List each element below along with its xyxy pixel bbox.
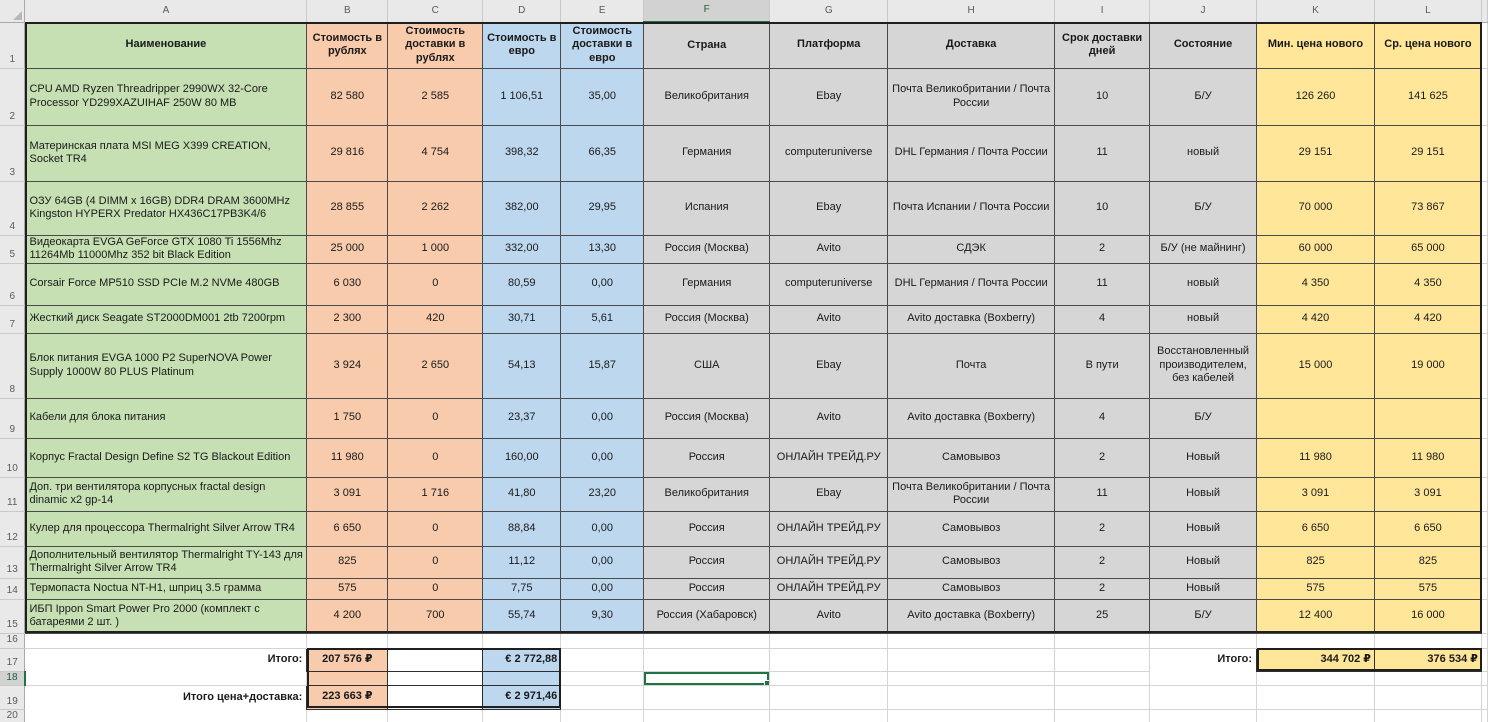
cell-B4[interactable]: 28 855 — [307, 181, 388, 235]
cell-F9[interactable]: Россия (Москва) — [644, 398, 770, 438]
cell-J18[interactable] — [1150, 671, 1257, 685]
cell-K4[interactable]: 70 000 — [1257, 181, 1375, 235]
cell-K10[interactable]: 11 980 — [1257, 438, 1375, 477]
cell-J19[interactable] — [1150, 685, 1257, 709]
row-header-10[interactable]: 10 — [0, 438, 25, 477]
cell-H18[interactable] — [888, 671, 1055, 685]
cell-F14[interactable]: Россия — [644, 578, 770, 599]
column-header-G[interactable]: G — [770, 0, 888, 22]
cell-D6[interactable]: 80,59 — [483, 263, 561, 305]
row-header-5[interactable]: 5 — [0, 235, 25, 263]
cell-F19[interactable] — [644, 685, 770, 709]
column-header-F[interactable]: F — [644, 0, 770, 22]
cell-B6[interactable]: 6 030 — [307, 263, 388, 305]
cell-G17[interactable] — [770, 648, 888, 671]
cell-L19[interactable] — [1374, 685, 1481, 709]
cell-B9[interactable]: 1 750 — [307, 398, 388, 438]
cell-J13[interactable]: Новый — [1150, 546, 1257, 578]
row-header-2[interactable]: 2 — [0, 68, 25, 125]
header-cell-B1[interactable]: Стоимость в рублях — [307, 22, 388, 68]
cell-L8[interactable]: 19 000 — [1374, 333, 1481, 398]
cell-J5[interactable]: Б/У (не майнинг) — [1150, 235, 1257, 263]
cell-H6[interactable]: DHL Германия / Почта России — [888, 263, 1055, 305]
cell-L5[interactable]: 65 000 — [1374, 235, 1481, 263]
cell-I15[interactable]: 25 — [1055, 599, 1150, 633]
cell-F2[interactable]: Великобритания — [644, 68, 770, 125]
cell-extra-18[interactable] — [1481, 671, 1487, 685]
cell-L7[interactable]: 4 420 — [1374, 305, 1481, 333]
cell-C19[interactable] — [388, 685, 483, 709]
cell-J11[interactable]: Новый — [1150, 477, 1257, 511]
cell-G4[interactable]: Ebay — [770, 181, 888, 235]
cell-A2[interactable]: CPU AMD Ryzen Threadripper 2990WX 32-Core Processor YD299XAZUIHAF 250W 80 MB — [25, 68, 307, 125]
cell-A8[interactable]: Блок питания EVGA 1000 P2 SuperNOVA Power Supply 1000W 80 PLUS Platinum — [25, 333, 307, 398]
cell-D3[interactable]: 398,32 — [483, 125, 561, 181]
cell-L10[interactable]: 11 980 — [1374, 438, 1481, 477]
cell-D18[interactable] — [483, 671, 561, 685]
cell-C13[interactable]: 0 — [388, 546, 483, 578]
cell-F11[interactable]: Великобритания — [644, 477, 770, 511]
column-header-B[interactable]: B — [307, 0, 388, 22]
header-cell-I1[interactable]: Срок доставки дней — [1055, 22, 1150, 68]
cell-F7[interactable]: Россия (Москва) — [644, 305, 770, 333]
cell-B15[interactable]: 4 200 — [307, 599, 388, 633]
cell-G3[interactable]: computeruniverse — [770, 125, 888, 181]
cell-B13[interactable]: 825 — [307, 546, 388, 578]
cell-C8[interactable]: 2 650 — [388, 333, 483, 398]
cell-D15[interactable]: 55,74 — [483, 599, 561, 633]
cell-H19[interactable] — [888, 685, 1055, 709]
cell-K7[interactable]: 4 420 — [1257, 305, 1375, 333]
cell-K18[interactable] — [1257, 671, 1375, 685]
cell-A12[interactable]: Кулер для процессора Thermalright Silver Arrow TR4 — [25, 511, 307, 546]
cell-H5[interactable]: СДЭК — [888, 235, 1055, 263]
cell-H10[interactable]: Самовывоз — [888, 438, 1055, 477]
cell-extra-19[interactable] — [1481, 685, 1487, 709]
cell-C20[interactable] — [388, 709, 483, 722]
cell-D10[interactable]: 160,00 — [483, 438, 561, 477]
cell-E17[interactable] — [561, 648, 644, 671]
column-header-H[interactable]: H — [888, 0, 1055, 22]
cell-A11[interactable]: Доп. три вентилятора корпусных fractal design dinamic x2 gp-14 — [25, 477, 307, 511]
cell-E15[interactable]: 9,30 — [561, 599, 644, 633]
cell-A9[interactable]: Кабели для блока питания — [25, 398, 307, 438]
cell-A18[interactable] — [25, 671, 307, 685]
cell-A20[interactable] — [25, 709, 307, 722]
cell-I20[interactable] — [1055, 709, 1150, 722]
cell-K17[interactable]: 344 702 ₽ — [1257, 648, 1375, 671]
cell-K9[interactable] — [1257, 398, 1375, 438]
row-header-12[interactable]: 12 — [0, 511, 25, 546]
cell-A4[interactable]: ОЗУ 64GB (4 DIMM x 16GB) DDR4 DRAM 3600MHz Kingston HYPERX Predator HX436C17PB3K4/6 — [25, 181, 307, 235]
cell-F10[interactable]: Россия — [644, 438, 770, 477]
cell-A10[interactable]: Корпус Fractal Design Define S2 TG Blackout Edition — [25, 438, 307, 477]
cell-A16[interactable] — [25, 633, 307, 648]
cell-E19[interactable] — [561, 685, 644, 709]
cell-E13[interactable]: 0,00 — [561, 546, 644, 578]
row-header-17[interactable]: 17 — [0, 648, 25, 671]
cell-K16[interactable] — [1257, 633, 1375, 648]
cell-C2[interactable]: 2 585 — [388, 68, 483, 125]
header-cell-D1[interactable]: Стоимость в евро — [483, 22, 561, 68]
cell-I6[interactable]: 11 — [1055, 263, 1150, 305]
cell-J6[interactable]: новый — [1150, 263, 1257, 305]
cell-H20[interactable] — [888, 709, 1055, 722]
cell-H7[interactable]: Avito доставка (Boxberry) — [888, 305, 1055, 333]
cell-E16[interactable] — [561, 633, 644, 648]
cell-H16[interactable] — [888, 633, 1055, 648]
cell-extra-15[interactable] — [1481, 599, 1487, 633]
cell-G5[interactable]: Avito — [770, 235, 888, 263]
cell-I17[interactable] — [1055, 648, 1150, 671]
column-header-L[interactable]: L — [1374, 0, 1481, 22]
cell-extra-5[interactable] — [1481, 235, 1487, 263]
cell-B2[interactable]: 82 580 — [307, 68, 388, 125]
cell-K13[interactable]: 825 — [1257, 546, 1375, 578]
cell-extra-13[interactable] — [1481, 546, 1487, 578]
cell-E9[interactable]: 0,00 — [561, 398, 644, 438]
cell-I18[interactable] — [1055, 671, 1150, 685]
cell-E7[interactable]: 5,61 — [561, 305, 644, 333]
cell-F8[interactable]: США — [644, 333, 770, 398]
cell-D16[interactable] — [483, 633, 561, 648]
cell-G6[interactable]: computeruniverse — [770, 263, 888, 305]
cell-D12[interactable]: 88,84 — [483, 511, 561, 546]
cell-I11[interactable]: 11 — [1055, 477, 1150, 511]
cell-E10[interactable]: 0,00 — [561, 438, 644, 477]
cell-K5[interactable]: 60 000 — [1257, 235, 1375, 263]
cell-E20[interactable] — [561, 709, 644, 722]
cell-L6[interactable]: 4 350 — [1374, 263, 1481, 305]
cell-A17[interactable]: Итого: — [25, 648, 307, 671]
cell-F13[interactable]: Россия — [644, 546, 770, 578]
cell-H8[interactable]: Почта — [888, 333, 1055, 398]
cell-extra-14[interactable] — [1481, 578, 1487, 599]
row-header-3[interactable]: 3 — [0, 125, 25, 181]
row-header-20[interactable]: 20 — [0, 709, 25, 722]
cell-C3[interactable]: 4 754 — [388, 125, 483, 181]
cell-D11[interactable]: 41,80 — [483, 477, 561, 511]
cell-K3[interactable]: 29 151 — [1257, 125, 1375, 181]
cell-C18[interactable] — [388, 671, 483, 685]
cell-D13[interactable]: 11,12 — [483, 546, 561, 578]
cell-B10[interactable]: 11 980 — [307, 438, 388, 477]
cell-B7[interactable]: 2 300 — [307, 305, 388, 333]
cell-H4[interactable]: Почта Испании / Почта России — [888, 181, 1055, 235]
cell-K14[interactable]: 575 — [1257, 578, 1375, 599]
cell-I12[interactable]: 2 — [1055, 511, 1150, 546]
cell-A5[interactable]: Видеокарта EVGA GeForce GTX 1080 Ti 1556Mhz 11264Mb 11000Mhz 352 bit Black Edition — [25, 235, 307, 263]
cell-C15[interactable]: 700 — [388, 599, 483, 633]
cell-A14[interactable]: Термопаста Noctua NT-H1, шприц 3.5 грамма — [25, 578, 307, 599]
cell-extra-7[interactable] — [1481, 305, 1487, 333]
row-header-4[interactable]: 4 — [0, 181, 25, 235]
select-all-corner[interactable] — [0, 0, 25, 22]
cell-K15[interactable]: 12 400 — [1257, 599, 1375, 633]
column-header-K[interactable]: K — [1257, 0, 1375, 22]
cell-J3[interactable]: новый — [1150, 125, 1257, 181]
cell-C10[interactable]: 0 — [388, 438, 483, 477]
cell-L4[interactable]: 73 867 — [1374, 181, 1481, 235]
row-header-13[interactable]: 13 — [0, 546, 25, 578]
cell-extra-16[interactable] — [1481, 633, 1487, 648]
cell-extra-1[interactable] — [1481, 22, 1487, 68]
cell-G11[interactable]: Ebay — [770, 477, 888, 511]
header-cell-E1[interactable]: Стоимость доставки в евро — [561, 22, 644, 68]
cell-D5[interactable]: 332,00 — [483, 235, 561, 263]
fill-handle[interactable] — [764, 680, 770, 686]
cell-E2[interactable]: 35,00 — [561, 68, 644, 125]
header-cell-A1[interactable]: Наименование — [25, 22, 307, 68]
cell-I2[interactable]: 10 — [1055, 68, 1150, 125]
cell-J7[interactable]: новый — [1150, 305, 1257, 333]
cell-D8[interactable]: 54,13 — [483, 333, 561, 398]
cell-A15[interactable]: ИБП Ippon Smart Power Pro 2000 (комплект с батареями 2 шт. ) — [25, 599, 307, 633]
cell-A7[interactable]: Жесткий диск Seagate ST2000DM001 2tb 7200rpm — [25, 305, 307, 333]
cell-G2[interactable]: Ebay — [770, 68, 888, 125]
cell-D9[interactable]: 23,37 — [483, 398, 561, 438]
cell-A19[interactable]: Итого цена+доставка: — [25, 685, 307, 709]
cell-C14[interactable]: 0 — [388, 578, 483, 599]
cell-K8[interactable]: 15 000 — [1257, 333, 1375, 398]
cell-J16[interactable] — [1150, 633, 1257, 648]
cell-G10[interactable]: ОНЛАЙН ТРЕЙД.РУ — [770, 438, 888, 477]
cell-L20[interactable] — [1374, 709, 1481, 722]
row-header-18[interactable]: 18 — [0, 671, 25, 685]
cell-F17[interactable] — [644, 648, 770, 671]
cell-F15[interactable]: Россия (Хабаровск) — [644, 599, 770, 633]
row-header-9[interactable]: 9 — [0, 398, 25, 438]
cell-A6[interactable]: Corsair Force MP510 SSD PCIe M.2 NVMe 480GB — [25, 263, 307, 305]
cell-D19[interactable]: € 2 971,46 — [483, 685, 561, 709]
cell-G15[interactable]: Avito — [770, 599, 888, 633]
cell-L15[interactable]: 16 000 — [1374, 599, 1481, 633]
cell-J9[interactable]: Б/У — [1150, 398, 1257, 438]
cell-E18[interactable] — [561, 671, 644, 685]
cell-H17[interactable] — [888, 648, 1055, 671]
cell-C12[interactable]: 0 — [388, 511, 483, 546]
cell-J17[interactable]: Итого: — [1150, 648, 1257, 671]
cell-J8[interactable]: Восстановленный производителем, без кабелей — [1150, 333, 1257, 398]
selected-cell-F18[interactable] — [644, 671, 770, 685]
cell-H14[interactable]: Самовывоз — [888, 578, 1055, 599]
cell-C6[interactable]: 0 — [388, 263, 483, 305]
column-header-J[interactable]: J — [1150, 0, 1257, 22]
row-header-14[interactable]: 14 — [0, 578, 25, 599]
cell-G20[interactable] — [770, 709, 888, 722]
cell-J10[interactable]: Новый — [1150, 438, 1257, 477]
column-header-C[interactable]: C — [388, 0, 483, 22]
cell-B11[interactable]: 3 091 — [307, 477, 388, 511]
header-cell-H1[interactable]: Доставка — [888, 22, 1055, 68]
cell-B17[interactable]: 207 576 ₽ — [307, 648, 388, 671]
cell-B8[interactable]: 3 924 — [307, 333, 388, 398]
cell-E5[interactable]: 13,30 — [561, 235, 644, 263]
cell-H2[interactable]: Почта Великобритании / Почта России — [888, 68, 1055, 125]
cell-C5[interactable]: 1 000 — [388, 235, 483, 263]
cell-G19[interactable] — [770, 685, 888, 709]
select-all-triangle-icon — [13, 11, 22, 20]
cell-L11[interactable]: 3 091 — [1374, 477, 1481, 511]
cell-D17[interactable]: € 2 772,88 — [483, 648, 561, 671]
column-header-A[interactable]: A — [25, 0, 307, 22]
cell-E3[interactable]: 66,35 — [561, 125, 644, 181]
header-cell-F1[interactable]: Страна — [644, 22, 770, 68]
cell-B3[interactable]: 29 816 — [307, 125, 388, 181]
cell-G7[interactable]: Avito — [770, 305, 888, 333]
cell-extra-20[interactable] — [1481, 709, 1487, 722]
header-cell-C1[interactable]: Стоимость доставки в рублях — [388, 22, 483, 68]
cell-E4[interactable]: 29,95 — [561, 181, 644, 235]
cell-F3[interactable]: Германия — [644, 125, 770, 181]
cell-G9[interactable]: Avito — [770, 398, 888, 438]
cell-D20[interactable] — [483, 709, 561, 722]
cell-K2[interactable]: 126 260 — [1257, 68, 1375, 125]
cell-B14[interactable]: 575 — [307, 578, 388, 599]
cell-G8[interactable]: Ebay — [770, 333, 888, 398]
cell-extra-9[interactable] — [1481, 398, 1487, 438]
cell-B18[interactable] — [307, 671, 388, 685]
cell-extra-4[interactable] — [1481, 181, 1487, 235]
cell-K12[interactable]: 6 650 — [1257, 511, 1375, 546]
cell-L2[interactable]: 141 625 — [1374, 68, 1481, 125]
cell-G12[interactable]: ОНЛАЙН ТРЕЙД.РУ — [770, 511, 888, 546]
cell-extra-6[interactable] — [1481, 263, 1487, 305]
cell-E6[interactable]: 0,00 — [561, 263, 644, 305]
cell-F4[interactable]: Испания — [644, 181, 770, 235]
cell-C17[interactable] — [388, 648, 483, 671]
cell-L13[interactable]: 825 — [1374, 546, 1481, 578]
row-header-19[interactable]: 19 — [0, 685, 25, 709]
column-header-extra[interactable] — [1481, 0, 1487, 22]
header-cell-J1[interactable]: Состояние — [1150, 22, 1257, 68]
cell-C4[interactable]: 2 262 — [388, 181, 483, 235]
cell-E12[interactable]: 0,00 — [561, 511, 644, 546]
cell-A13[interactable]: Дополнительный вентилятор Thermalright TY-143 для Thermalright Silver Arrow TR4 — [25, 546, 307, 578]
cell-E11[interactable]: 23,20 — [561, 477, 644, 511]
cell-L18[interactable] — [1374, 671, 1481, 685]
cell-H11[interactable]: Почта Великобритании / Почта России — [888, 477, 1055, 511]
cell-F20[interactable] — [644, 709, 770, 722]
cell-I8[interactable]: В пути — [1055, 333, 1150, 398]
cell-J4[interactable]: Б/У — [1150, 181, 1257, 235]
cell-I7[interactable]: 4 — [1055, 305, 1150, 333]
cell-extra-2[interactable] — [1481, 68, 1487, 125]
cell-L3[interactable]: 29 151 — [1374, 125, 1481, 181]
column-header-E[interactable]: E — [561, 0, 644, 22]
cell-L12[interactable]: 6 650 — [1374, 511, 1481, 546]
cell-A3[interactable]: Материнская плата MSI MEG X399 CREATION, Socket TR4 — [25, 125, 307, 181]
cell-E14[interactable]: 0,00 — [561, 578, 644, 599]
header-cell-G1[interactable]: Платформа — [770, 22, 888, 68]
cell-extra-12[interactable] — [1481, 511, 1487, 546]
cell-B5[interactable]: 25 000 — [307, 235, 388, 263]
cell-I14[interactable]: 2 — [1055, 578, 1150, 599]
row-header-11[interactable]: 11 — [0, 477, 25, 511]
cell-I16[interactable] — [1055, 633, 1150, 648]
cell-J2[interactable]: Б/У — [1150, 68, 1257, 125]
row-header-8[interactable]: 8 — [0, 333, 25, 398]
cell-H12[interactable]: Самовывоз — [888, 511, 1055, 546]
cell-K11[interactable]: 3 091 — [1257, 477, 1375, 511]
cell-extra-17[interactable] — [1481, 648, 1487, 671]
cell-D2[interactable]: 1 106,51 — [483, 68, 561, 125]
cell-K19[interactable] — [1257, 685, 1375, 709]
cell-F5[interactable]: Россия (Москва) — [644, 235, 770, 263]
cell-H13[interactable]: Самовывоз — [888, 546, 1055, 578]
cell-I3[interactable]: 11 — [1055, 125, 1150, 181]
cell-I10[interactable]: 2 — [1055, 438, 1150, 477]
cell-B12[interactable]: 6 650 — [307, 511, 388, 546]
cell-F16[interactable] — [644, 633, 770, 648]
cell-I5[interactable]: 2 — [1055, 235, 1150, 263]
row-header-15[interactable]: 15 — [0, 599, 25, 633]
row-header-1[interactable]: 1 — [0, 22, 25, 68]
column-header-D[interactable]: D — [483, 0, 561, 22]
cell-F12[interactable]: Россия — [644, 511, 770, 546]
cell-C9[interactable]: 0 — [388, 398, 483, 438]
cell-E8[interactable]: 15,87 — [561, 333, 644, 398]
cell-J15[interactable]: Б/У — [1150, 599, 1257, 633]
row-header-16[interactable]: 16 — [0, 633, 25, 648]
cell-I13[interactable]: 2 — [1055, 546, 1150, 578]
cell-H15[interactable]: Avito доставка (Boxberry) — [888, 599, 1055, 633]
row-header-7[interactable]: 7 — [0, 305, 25, 333]
cell-J14[interactable]: Новый — [1150, 578, 1257, 599]
cell-L9[interactable] — [1374, 398, 1481, 438]
cell-H3[interactable]: DHL Германия / Почта России — [888, 125, 1055, 181]
cell-extra-3[interactable] — [1481, 125, 1487, 181]
cell-L17[interactable]: 376 534 ₽ — [1374, 648, 1481, 671]
cell-C11[interactable]: 1 716 — [388, 477, 483, 511]
cell-J20[interactable] — [1150, 709, 1257, 722]
cell-I4[interactable]: 10 — [1055, 181, 1150, 235]
cell-G18[interactable] — [770, 671, 888, 685]
cell-D14[interactable]: 7,75 — [483, 578, 561, 599]
cell-extra-8[interactable] — [1481, 333, 1487, 398]
cell-C16[interactable] — [388, 633, 483, 648]
cell-extra-11[interactable] — [1481, 477, 1487, 511]
header-cell-K1[interactable]: Мин. цена нового — [1257, 22, 1375, 68]
cell-K20[interactable] — [1257, 709, 1375, 722]
cell-C7[interactable]: 420 — [388, 305, 483, 333]
column-header-I[interactable]: I — [1055, 0, 1150, 22]
row-header-6[interactable]: 6 — [0, 263, 25, 305]
cell-J12[interactable]: Новый — [1150, 511, 1257, 546]
cell-H9[interactable]: Avito доставка (Boxberry) — [888, 398, 1055, 438]
cell-K6[interactable]: 4 350 — [1257, 263, 1375, 305]
cell-extra-10[interactable] — [1481, 438, 1487, 477]
cell-G13[interactable]: ОНЛАЙН ТРЕЙД.РУ — [770, 546, 888, 578]
cell-I19[interactable] — [1055, 685, 1150, 709]
cell-B19[interactable]: 223 663 ₽ — [307, 685, 388, 709]
cell-B16[interactable] — [307, 633, 388, 648]
cell-B20[interactable] — [307, 709, 388, 722]
cell-G16[interactable] — [770, 633, 888, 648]
cell-G14[interactable]: ОНЛАЙН ТРЕЙД.РУ — [770, 578, 888, 599]
cell-D7[interactable]: 30,71 — [483, 305, 561, 333]
cell-F6[interactable]: Германия — [644, 263, 770, 305]
cell-D4[interactable]: 382,00 — [483, 181, 561, 235]
cell-L14[interactable]: 575 — [1374, 578, 1481, 599]
header-cell-L1[interactable]: Ср. цена нового — [1374, 22, 1481, 68]
cell-L16[interactable] — [1374, 633, 1481, 648]
cell-I9[interactable]: 4 — [1055, 398, 1150, 438]
